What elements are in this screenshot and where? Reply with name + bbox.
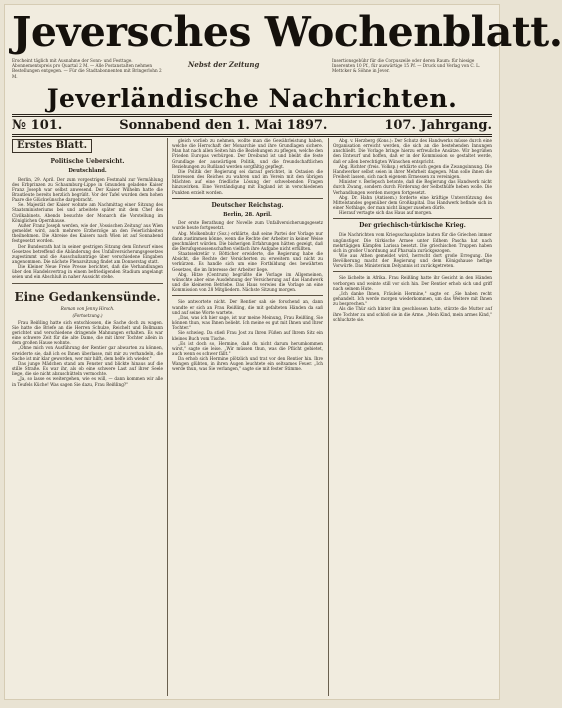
divider [12, 283, 163, 284]
column-divider-1 [167, 138, 168, 696]
dateline [12, 117, 492, 133]
story-paragraph: „Ich danke Ihnen, Fräulein Hermine," sagte er. „Sie haben recht gehandelt. Ich werde morgen wiederkommen, um das Weitere mit Ihnen zu besprechen." [333, 290, 492, 307]
story-paragraph: Sie schwieg. Da stieß Frau Jost zu Ihren Füßen auf Ihrem Sitz ein kleines Buch vom Tische. [172, 330, 323, 341]
story-paragraph: „Ohne mich von Ausführung der Rentier gar abwarten zu können, erwiderte sie, daß ich es Ihnen überlasse, mit mir zu verhandeln, die Sache ist mir klar geworden, wer mir hilft, dem helfe ich wieder." [12, 345, 163, 361]
article-paragraph: Se. Majestät der Kaiser wohnte am Nachmittag einer Sitzung des Staatsministeriums bei und arbeitete später mit dem Chef des Civilkabinets. Abends besuchte der Monarch die Vorstellung im Königlichen Opernhause. [12, 202, 163, 223]
subtitle: Jeverländische Nachrichten. [46, 84, 458, 113]
column-divider-2 [328, 138, 329, 696]
volume-number: 107. Jahrgang. [384, 117, 492, 133]
story-paragraph: Sie antwortete nicht. Der Rentier sah sie forschend an, dann wandte er sich an Frau Reißling, die mit gefalteten Händen da saß und auf seine Worte wartete. [172, 299, 323, 315]
section-politics-heading: Politische Uebersicht. [50, 158, 125, 165]
article-paragraph: Abg. Hitze (Centrum) begrüßte die Vorlage im Allgemeinen, wünschte aber eine Ausdehnung der Versicherung auf das Handwerk und die kleineren Betriebe. Das Haus verwies die Vorlage an eine Kommission von 28 Mitgliedern. Nächste Sitzung morgen. [172, 271, 323, 293]
column-1 [12, 138, 163, 387]
story-paragraph: Als die Thür sich hinter ihm geschlossen hatte, stürzte die Mutter auf ihre Tochter zu und schloß sie in die Arme. „Mein Kind, mein armes Kind," schluchzte sie. [333, 306, 492, 322]
section-war-heading: Der griechisch-türkische Krieg. [359, 222, 466, 230]
issue-date: Sonnabend den 1. Mai 1897. [119, 117, 328, 133]
story-continuation-note: (Fortsetzung.) [72, 312, 103, 318]
column-2 [172, 138, 323, 372]
first-sheet-label: Erstes Blatt. [12, 139, 92, 153]
masthead-title: Jeversches Wochenblatt. [12, 8, 562, 56]
article-paragraph: Die Politik der Regierung sei darauf gerichtet, in Ostasien die Interessen des Reiches zu wahren und im Verein mit den übrigen Mächten auf eine friedliche Lösung der schwebenden Fragen hinzuwirken. Eine Verständigung mit England ist in verschiedenen Punkten erzielt worden. [172, 168, 323, 195]
article-paragraph: Der erste Berathung der Novelle zum Unfallversicherungsgesetz wurde heute fortgesetzt. [172, 220, 323, 231]
article-paragraph: Abg. Richter (freis. Volksp.) erklärte sich gegen die Zwangsinnung. Die Handwerker selbst seien in ihrer Mehrheit dagegen. Man solle ihnen die Freiheit lassen, sich nach eigenem Ermessen zu vereinigen. [333, 163, 492, 180]
section-reichstag-heading: Deutscher Reichstag. [211, 201, 284, 209]
masthead [12, 8, 562, 56]
advertising-note: Insertionsgebühr für die Corpuszeile oder deren Raum: für hiesige Inserenten 10 Pf., für auswärtige 15 Pf. — Druck und Verlag von C. L. Mettcker & Söhne in Jever. [332, 58, 481, 74]
article-paragraph: Minister v. Berlepsch betonte, daß die Regierung das Handwerk nicht durch Zwang, sondern durch Förderung der Selbsthülfe heben wolle. Die Verhandlungen werden morgen fortgesetzt. [333, 179, 492, 195]
article-paragraph: Hierauf vertagte sich das Haus auf morgen. [339, 210, 433, 216]
supplement-note: Nebst der Zeitung [188, 60, 260, 69]
column-3 [333, 138, 492, 322]
story-paragraph: Sie lächelte in Afrika. Frau Reißling hatte ihr Gesicht in den Händen verborgen und weinte still vor sich hin. Der Rentier erhob sich und griff nach seinem Hute. [333, 275, 492, 291]
article-paragraph: Abg. Dr. Hahn (Antisem.) forderte eine kräftige Unterstützung des Mittelstandes gegenüber dem Großkapital. Das Handwerk befinde sich in einer Nothlage, der man nicht länger zusehen dürfe. [333, 194, 492, 211]
story-paragraph: „Es ist doch so, Hermine, daß du nicht darum herumkommen wirst," sagte sie leise. „Wir müssen thun, was die Pflicht gebietet, auch wenn es schwer fällt." [172, 340, 323, 356]
article-paragraph: Abg. Molkenbuhr (Soz.) erklärte, daß seine Partei der Vorlage nur dann zustimmen könne, wenn die Rechte der Arbeiter in keiner Weise geschmälert würden. Die bisherigen Erfahrungen hätten gezeigt, daß die Berufsgenossenschaften vielfach ihre Aufgabe nicht erfüllten. [172, 230, 323, 251]
story-paragraph: Das junge Mädchen stand am Fenster und blickte hinaus auf die stille Straße. Es war ihr, als ob eine schwere Last auf ihrer Seele liege, die sie nicht abzuschütteln vermochte. [12, 360, 163, 377]
divider [172, 295, 323, 296]
divider [333, 271, 492, 272]
newspaper-page [4, 4, 562, 700]
article-paragraph: Die Kleiner Neue Freie Presse berichtet, daß die Verhandlungen über den Handelsvertrag in einem befriedigenden Stadium angelangt seien und ein Abschluß in naher Aussicht stehe. [12, 264, 163, 280]
subscription-note: Erscheint täglich mit Ausnahme der Sonn- und Festtage. Abonnementspreis pro Quartal 2 M. — Alle Postanstalten nehmen Bestellungen entgegen. — Für die Stadtabonnenten mit Bringerlohn 2 M. [12, 58, 162, 79]
story-paragraph: „Das, was ich hier sage, ist nur meine Meinung, Frau Reißling, Sie können thun, was Ihnen beliebt. Ich meine es gut mit Ihnen und Ihrer Tochter." [172, 314, 323, 331]
story-byline: Roman von Jenny Hirsch. [60, 305, 115, 311]
bottom-rule [12, 134, 492, 137]
section-germany-heading: Deutschland. [68, 168, 107, 174]
divider [333, 218, 492, 219]
section-reichstag-dateline: Berlin, 28. April. [223, 211, 272, 218]
article-paragraph: Berlin, 29. April. Der zum vorgestrigen Festmahl zur Vermählung des Erbprinzen zu Schaumburg-Lippe in Gmunden geladene Kaiser Franz Joseph war selbst anwesend. Der Kaiser Wilhelm hatte die Brautleute bereits herzlich begrüßt. Vor der Tafel wurden dem hohen Paare die Glückwünsche dargebracht. [12, 176, 163, 203]
article-paragraph: Der Bundesrath hat in seiner gestrigen Sitzung dem Entwurf eines Gesetzes betreffend die Abänderung des Unfallversicherungsgesetzes zugestimmt und die Ausschußanträge über verschiedene Eingaben angenommen. Die nächste Plenarsitzung findet am Donnerstag statt. [12, 243, 163, 264]
story-paragraph: Frau Reißling hatte sich entschlossen, die Sache doch zu wagen. Sie hatte die Briefe an die Herren Schulze, Reichelt und Bollmann gerichtet und verschiedene dringende Mahnungen erhalten. Es war eine schwere Zeit für die alte Dame, die mit ihrer Tochter allein in dem großen Hause wohnte. [12, 319, 163, 346]
story-paragraph: „Ja, so lasse es weitergehen, wie es will, — dann kommen wir alle in Teufels Küche! Was sagen Sie dazu, Frau Reißling?" [12, 376, 163, 387]
article-paragraph: Abg. v. Herzberg (Kons.): Der Schutz des Handwerks müsse durch eine Organisation erreicht werden, die sich an die bestehenden Innungen anschließt. Die Vorlage bringe hierzu erfreuliche Ansätze. Wir begrüßen den Entwurf und hoffen, daß er in der Kommission so gestaltet werde, daß er allen berechtigten Wünschen entspricht. [333, 138, 492, 164]
article-paragraph: gleich vorlieb zu nehmen, wollte man die Gewährleistung haben, welche die Herrschaft der Monarchie und ihre Grundlagen sichere. Man hat nach allen Seiten hin die Beziehungen zu pflegen, welche den Frieden Europas verbürgen. Der Dreibund ist und bleibt die feste Grundlage der auswärtigen Politik, und die freundschaftlichen Beziehungen zu Rußland werden sorgfältig gepflegt. [172, 138, 323, 169]
story-paragraph: Da erhob sich Hermine plötzlich und trat vor den Rentier hin. Ihre Wangen glühten, in ihren Augen leuchtete ein seltsames Feuer. „Ich werde thun, was Sie verlangen," sagte sie mit fester Stimme. [172, 356, 323, 372]
article-paragraph: Die Nachrichten vom Kriegsschauplatze lauten für die Griechen immer ungünstiger. Die türkische Armee unter Edhem Pascha hat nach mehrtägigen Kämpfen Larissa besetzt. Die griechischen Truppen haben sich in großer Unordnung auf Pharsala zurückgezogen. [333, 232, 492, 253]
article-paragraph: Staatssekretär v. Bötticher erwiderte, die Regierung habe die Absicht, die Rechte der Versicherten zu erweitern und nicht zu verkürzen. Es handle sich um eine Fortbildung des bewährten Gesetzes, die im Interesse der Arbeiter liege. [172, 251, 323, 272]
story-title: Eine Gedankensünde. [14, 289, 161, 304]
article-paragraph: Außer Franz Joseph werden, wie der ‚Vossischen Zeitung' aus Wien gemeldet wird, auch mehrere Erzherzöge an den Feierlichkeiten theilnehmen. Die Abreise des Kaisers nach Wien ist auf Sonnabend festgesetzt worden. [12, 222, 163, 244]
divider [172, 198, 323, 199]
article-paragraph: Wie aus Athen gemeldet wird, herrscht dort große Erregung. Die Bevölkerung macht der Regierung und dem Königshause heftige Vorwürfe. Das Ministerium Delyannis ist zurückgetreten. [333, 252, 492, 269]
masthead-notes [12, 58, 492, 84]
issue-number: № 101. [12, 117, 63, 133]
